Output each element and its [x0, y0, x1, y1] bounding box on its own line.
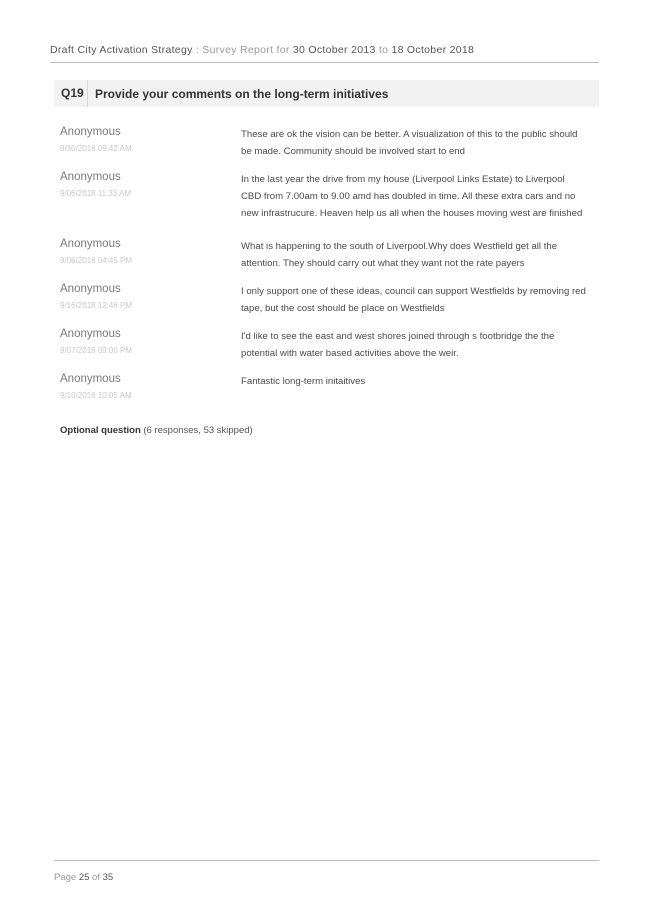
question-title: Provide your comments on the long-term initiatives — [95, 86, 389, 101]
response-author: Anonymous — [60, 238, 121, 250]
optional-question-label: Optional question — [60, 425, 141, 436]
question-bar — [54, 80, 599, 107]
response-timestamp: 9/06/2018 11:33 AM — [60, 189, 132, 198]
response-author: Anonymous — [60, 283, 121, 295]
page-of-label: of — [92, 872, 100, 883]
response-author: Anonymous — [60, 171, 121, 183]
report-title: Draft City Activation Strategy — [50, 44, 193, 56]
total-pages: 35 — [102, 872, 114, 883]
response-text: These are ok the vision can be better. A visualization of this to the public should be made. Community should be involved start to end — [241, 129, 578, 157]
response-text: What is happening to the south of Liverpool.Why does Westfield get all the attention. They should carry out what they want not the rate payers — [241, 241, 558, 269]
response-timestamp: 9/06/2018 04:45 PM — [60, 256, 133, 265]
response-text: I'd like to see the east and west shores joined through s footbridge the the potential with water based activities above the weir. — [241, 331, 555, 359]
report-end-date: 18 October 2018 — [391, 44, 475, 56]
report-label: Survey Report for — [202, 44, 290, 56]
page-label: Page — [54, 872, 77, 883]
response-author: Anonymous — [60, 126, 121, 138]
response-text: Fantastic long-term initaitives — [241, 376, 366, 387]
header-separator: : — [195, 44, 200, 56]
response-author: Anonymous — [60, 328, 121, 340]
response-text: In the last year the drive from my house (Liverpool Links Estate) to Liverpool CBD from 7.00am to 9.00 amd has doubled in time. All these extra cars and no new infrastrucure. Heaven help us all when the houses moving west are finished — [241, 174, 583, 219]
report-to-label: to — [378, 44, 389, 56]
report-start-date: 30 October 2013 — [292, 44, 376, 56]
report-header — [50, 44, 598, 56]
footer-divider — [54, 860, 599, 861]
question-summary — [60, 425, 253, 436]
response-author: Anonymous — [60, 373, 121, 385]
response-timestamp: 8/30/2018 09:42 AM — [60, 144, 132, 153]
page-number: 25 — [78, 872, 90, 883]
page-footer — [54, 872, 113, 883]
response-count: (6 responses, 53 skipped) — [143, 425, 253, 436]
question-number: Q19 — [54, 80, 88, 107]
response-text: I only support one of these ideas, council can support Westfields by removing red tape, but the cost should be place on Westfields — [241, 286, 586, 314]
response-timestamp: 9/10/2018 10:05 AM — [60, 391, 132, 400]
response-timestamp: 9/16/2018 12:46 PM — [60, 301, 133, 310]
header-divider — [50, 62, 599, 63]
response-timestamp: 9/07/2018 09:00 PM — [60, 346, 133, 355]
